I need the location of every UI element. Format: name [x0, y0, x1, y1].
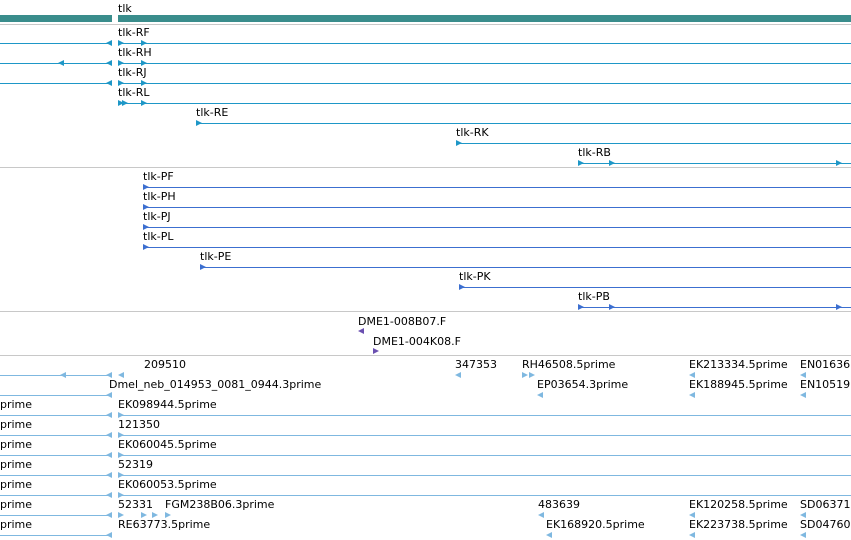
reverse-strand-arrow — [689, 372, 695, 378]
est-label: 121350 — [118, 418, 160, 431]
forward-strand-arrow — [609, 160, 615, 166]
gene-label: tlk — [118, 2, 132, 15]
est-label: SD04760 — [800, 518, 851, 531]
est-label: prime — [0, 498, 33, 511]
est-label: prime — [0, 438, 33, 451]
forward-strand-arrow — [152, 512, 158, 518]
transcript-line[interactable] — [196, 123, 851, 124]
est-label: 209510 — [144, 358, 186, 371]
forward-strand-arrow — [141, 512, 147, 518]
forward-strand-arrow — [141, 60, 147, 66]
transcript-label: tlk-RL — [118, 86, 150, 99]
reverse-strand-arrow — [538, 512, 544, 518]
reverse-strand-arrow — [106, 392, 112, 398]
forward-strand-arrow — [200, 264, 206, 270]
transcript-line[interactable] — [0, 43, 112, 44]
est-label: EK223738.5prime — [689, 518, 788, 531]
reverse-strand-arrow — [106, 40, 112, 46]
est-label: prime — [0, 518, 33, 531]
forward-strand-arrow — [836, 304, 842, 310]
divider-proteins — [0, 311, 851, 312]
transcript-line[interactable] — [456, 143, 851, 144]
protein-label: tlk-PB — [578, 290, 610, 303]
reverse-strand-arrow — [800, 532, 806, 538]
forward-strand-arrow — [118, 80, 124, 86]
est-label: RE63773.5prime — [118, 518, 211, 531]
divider-transcripts — [0, 167, 851, 168]
forward-strand-arrow — [143, 244, 149, 250]
est-line[interactable] — [118, 435, 851, 436]
est-line[interactable] — [118, 415, 851, 416]
divider-gene — [0, 24, 851, 25]
forward-strand-arrow — [118, 452, 124, 458]
probe-label: DME1-008B07.F — [358, 315, 447, 328]
transcript-line[interactable] — [0, 63, 112, 64]
reverse-strand-arrow — [58, 60, 64, 66]
reverse-strand-arrow — [106, 472, 112, 478]
est-label: EP03654.3prime — [537, 378, 629, 391]
transcript-label: tlk-RK — [456, 126, 489, 139]
est-label: RH46508.5prime — [522, 358, 616, 371]
forward-strand-arrow — [196, 120, 202, 126]
est-label: Dmel_neb_014953_0081_0944.3prime — [109, 378, 322, 391]
transcript-line[interactable] — [578, 163, 851, 164]
est-line[interactable] — [0, 495, 112, 496]
transcript-label: tlk-RF — [118, 26, 150, 39]
est-label: EK168920.5prime — [546, 518, 645, 531]
forward-strand-arrow — [143, 184, 149, 190]
est-line[interactable] — [0, 535, 112, 536]
reverse-strand-arrow — [689, 532, 695, 538]
est-line[interactable] — [0, 395, 112, 396]
est-line[interactable] — [118, 475, 851, 476]
transcript-label: tlk-RJ — [118, 66, 147, 79]
forward-strand-arrow — [118, 60, 124, 66]
reverse-strand-arrow — [60, 372, 66, 378]
transcript-label: tlk-RH — [118, 46, 152, 59]
est-line[interactable] — [118, 455, 851, 456]
protein-line[interactable] — [143, 207, 851, 208]
est-line[interactable] — [0, 455, 112, 456]
probe-label: DME1-004K08.F — [373, 335, 461, 348]
est-label: EK060045.5prime — [118, 438, 217, 451]
gene-bar-left[interactable] — [0, 15, 112, 22]
est-label: EN10519 — [800, 378, 851, 391]
est-label: SD06371 — [800, 498, 851, 511]
est-label: EK098944.5prime — [118, 398, 217, 411]
transcript-line[interactable] — [118, 103, 851, 104]
est-label: 347353 — [455, 358, 497, 371]
est-label: 52319 — [118, 458, 153, 471]
forward-strand-arrow — [141, 100, 147, 106]
protein-label: tlk-PF — [143, 170, 174, 183]
est-label: EK188945.5prime — [689, 378, 788, 391]
forward-strand-arrow — [118, 40, 124, 46]
forward-strand-arrow — [529, 372, 535, 378]
protein-line[interactable] — [200, 267, 851, 268]
est-label: EK120258.5prime — [689, 498, 788, 511]
est-line[interactable] — [0, 375, 112, 376]
reverse-strand-arrow — [800, 512, 806, 518]
est-label: 52331 — [118, 498, 153, 511]
forward-strand-arrow — [373, 348, 379, 354]
forward-strand-arrow — [609, 304, 615, 310]
forward-strand-arrow — [143, 204, 149, 210]
forward-strand-arrow — [578, 304, 584, 310]
protein-line[interactable] — [143, 247, 851, 248]
protein-label: tlk-PE — [200, 250, 232, 263]
protein-label: tlk-PJ — [143, 210, 171, 223]
reverse-strand-arrow — [106, 372, 112, 378]
protein-line[interactable] — [143, 187, 851, 188]
forward-strand-arrow — [118, 432, 124, 438]
est-label: 483639 — [538, 498, 580, 511]
forward-strand-arrow — [522, 372, 528, 378]
forward-strand-arrow — [118, 472, 124, 478]
est-label: prime — [0, 398, 33, 411]
transcript-label: tlk-RE — [196, 106, 229, 119]
est-label: prime — [0, 478, 33, 491]
forward-strand-arrow — [578, 160, 584, 166]
est-line[interactable] — [0, 435, 112, 436]
transcript-line[interactable] — [118, 83, 851, 84]
forward-strand-arrow — [118, 412, 124, 418]
forward-strand-arrow — [141, 40, 147, 46]
forward-strand-arrow — [143, 224, 149, 230]
divider-probes — [0, 355, 851, 356]
gene-bar-right[interactable] — [118, 15, 851, 22]
reverse-strand-arrow — [106, 432, 112, 438]
est-label: FGM238B06.3prime — [165, 498, 275, 511]
protein-line[interactable] — [578, 307, 851, 308]
reverse-strand-arrow — [800, 392, 806, 398]
est-label: EK213334.5prime — [689, 358, 788, 371]
reverse-strand-arrow — [118, 372, 124, 378]
est-label: prime — [0, 418, 33, 431]
reverse-strand-arrow — [455, 372, 461, 378]
reverse-strand-arrow — [689, 512, 695, 518]
est-line[interactable] — [0, 515, 112, 516]
reverse-strand-arrow — [106, 452, 112, 458]
reverse-strand-arrow — [106, 412, 112, 418]
protein-label: tlk-PL — [143, 230, 174, 243]
protein-label: tlk-PH — [143, 190, 176, 203]
forward-strand-arrow — [141, 80, 147, 86]
forward-strand-arrow — [165, 512, 171, 518]
reverse-strand-arrow — [106, 80, 112, 86]
protein-label: tlk-PK — [459, 270, 491, 283]
reverse-strand-arrow — [358, 328, 364, 334]
reverse-strand-arrow — [106, 512, 112, 518]
reverse-strand-arrow — [800, 372, 806, 378]
transcript-line[interactable] — [0, 83, 112, 84]
forward-strand-arrow — [118, 512, 124, 518]
reverse-strand-arrow — [537, 392, 543, 398]
forward-strand-arrow — [118, 492, 124, 498]
forward-strand-arrow — [122, 100, 128, 106]
forward-strand-arrow — [836, 160, 842, 166]
reverse-strand-arrow — [106, 532, 112, 538]
reverse-strand-arrow — [689, 392, 695, 398]
protein-line[interactable] — [459, 287, 851, 288]
est-label: EK060053.5prime — [118, 478, 217, 491]
est-line[interactable] — [0, 475, 112, 476]
protein-line[interactable] — [143, 227, 851, 228]
forward-strand-arrow — [456, 140, 462, 146]
forward-strand-arrow — [459, 284, 465, 290]
est-label: prime — [0, 458, 33, 471]
reverse-strand-arrow — [546, 532, 552, 538]
transcript-line[interactable] — [118, 43, 851, 44]
reverse-strand-arrow — [106, 492, 112, 498]
est-line[interactable] — [118, 495, 851, 496]
transcript-line[interactable] — [118, 63, 851, 64]
est-line[interactable] — [0, 415, 112, 416]
transcript-label: tlk-RB — [578, 146, 611, 159]
est-label: EN01636 — [800, 358, 851, 371]
reverse-strand-arrow — [106, 60, 112, 66]
